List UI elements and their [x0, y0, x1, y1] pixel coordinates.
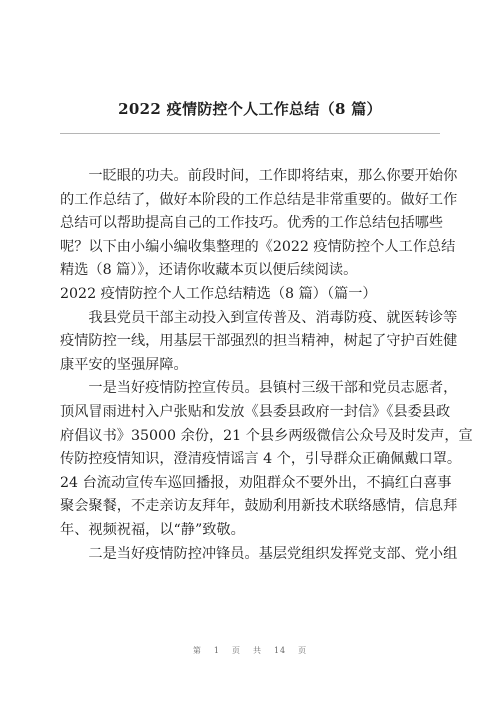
body-line: 年、视频祝福，以“静”致敬。 — [60, 521, 245, 538]
footer-total-pages: 14 — [273, 646, 287, 655]
footer-label-gong: 共 — [252, 646, 262, 655]
body-line: 一是当好疫情防控宣传员。县镇村三级干部和党员志愿者， — [60, 380, 458, 397]
body-line: 总结可以帮助提高自己的工作技巧。优秀的工作总结包括哪些 — [60, 215, 444, 232]
body-line: 的工作总结了，做好本阶段的工作总结是非常重要的。做好工作 — [60, 191, 458, 208]
body-line: 精选（8 篇）》，还请你收藏本页以便后续阅读。 — [60, 262, 358, 279]
body-line: 24 台流动宣传车巡回播报，劝阻群众不要外出，不搞红白喜事 — [60, 474, 452, 491]
footer-label-di: 第 — [192, 646, 202, 655]
body-line: 顶风冒雨进村入户张贴和发放《县委县政府一封信》《县委县政 — [60, 403, 451, 420]
title-divider — [60, 133, 440, 134]
page-footer — [0, 645, 500, 656]
body-line: 康平安的坚强屏障。 — [60, 356, 188, 373]
footer-label-ye2: 页 — [298, 646, 308, 655]
body-line: 府倡议书》35000 余份，21 个县乡两级微信公众号及时发声，宣 — [60, 427, 473, 444]
document-body — [60, 165, 473, 566]
body-line: 2022 疫情防控个人工作总结精选（8 篇）（篇一） — [60, 285, 377, 302]
document-title: 2022 疫情防控个人工作总结（8 篇） — [118, 100, 382, 118]
footer-page-number: 1 — [213, 646, 220, 655]
body-line: 一眨眼的功夫。前段时间，工作即将结束，那么你要开始你 — [60, 168, 458, 184]
footer-label-ye: 页 — [231, 646, 241, 655]
body-line: 呢？以下由小编小编收集整理的《2022 疫情防控个人工作总结 — [60, 238, 456, 255]
body-line: 聚会聚餐，不走亲访友拜年，鼓励利用新技术联络感情，信息拜 — [60, 498, 458, 515]
body-line: 传防控疫情知识，澄清疫情谣言 4 个，引导群众正确佩戴口罩。 — [60, 451, 462, 468]
body-line: 疫情防控一线，用基层干部强烈的担当精神，树起了守护百姓健 — [60, 333, 458, 350]
body-line: 二是当好疫情防控冲锋员。基层党组织发挥党支部、党小组 — [60, 545, 458, 562]
body-line: 我县党员干部主动投入到宣传普及、消毒防疫、就医转诊等 — [60, 309, 458, 326]
